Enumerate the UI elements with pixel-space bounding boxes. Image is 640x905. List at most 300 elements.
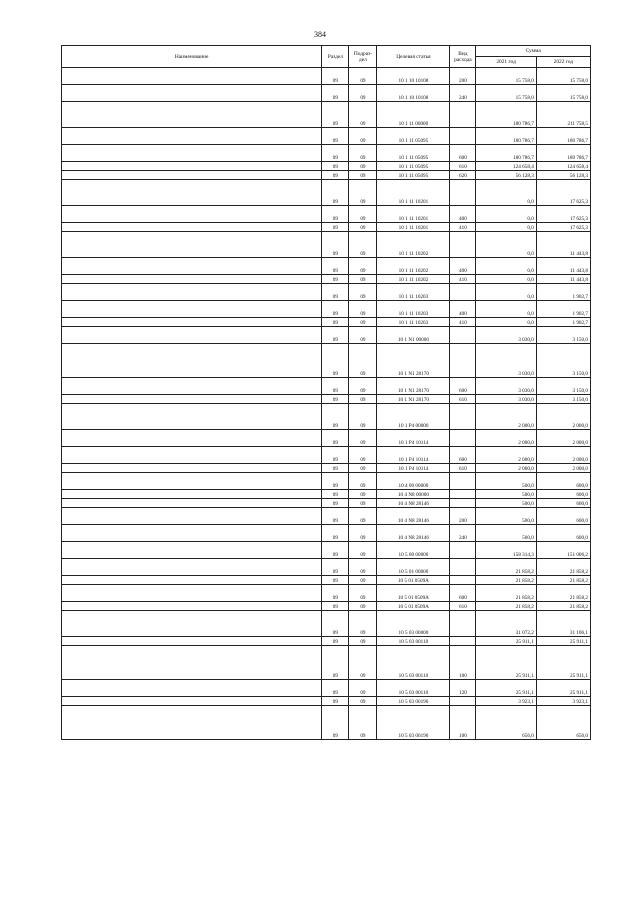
cell-name (62, 430, 322, 447)
table-row (62, 284, 591, 301)
cell-y1: 2 000,0 (476, 430, 536, 447)
table-row (62, 85, 591, 102)
cell-sub: 09 (349, 102, 377, 128)
cell-y2: 2 000,0 (536, 447, 590, 464)
table-row (62, 395, 591, 404)
cell-sec: 09 (322, 258, 349, 275)
cell-y1: 500,0 (476, 473, 536, 490)
table-row (62, 508, 591, 525)
cell-sec: 09 (322, 473, 349, 490)
table-row (62, 611, 591, 637)
header-expense-kind: Вид расхода (450, 46, 476, 68)
cell-sec: 09 (322, 585, 349, 602)
cell-code: 10 1 N1 28170 (377, 395, 450, 404)
table-row (62, 68, 591, 85)
cell-code: 10 5 01 0509A (377, 585, 450, 602)
cell-code: 10 1 11 10203 (377, 284, 450, 301)
cell-kind: 610 (450, 395, 476, 404)
cell-y1: 180 786,7 (476, 128, 536, 145)
cell-sub: 09 (349, 490, 377, 499)
cell-y1: 3 030,0 (476, 327, 536, 344)
cell-sub: 09 (349, 275, 377, 284)
cell-sec: 09 (322, 145, 349, 162)
cell-kind: 410 (450, 318, 476, 327)
cell-name (62, 646, 322, 680)
cell-code: 10 1 10 10108 (377, 85, 450, 102)
cell-kind: 410 (450, 223, 476, 232)
cell-name (62, 206, 322, 223)
cell-y2: 124 658,4 (536, 162, 590, 171)
cell-kind (450, 637, 476, 646)
table-row (62, 128, 591, 145)
cell-code: 10 1 11 10203 (377, 318, 450, 327)
cell-sec: 09 (322, 611, 349, 637)
table-row (62, 697, 591, 706)
cell-code: 10 4 00 00000 (377, 473, 450, 490)
table-row (62, 258, 591, 275)
table-row (62, 145, 591, 162)
cell-code: 10 1 N1 28170 (377, 344, 450, 378)
header-target-code: Целевая статья (377, 46, 450, 68)
cell-y2: 17 625,3 (536, 223, 590, 232)
cell-kind: 240 (450, 85, 476, 102)
table-row (62, 378, 591, 395)
cell-y2: 21 858,2 (536, 602, 590, 611)
table-row (62, 637, 591, 646)
cell-sec: 09 (322, 206, 349, 223)
cell-code: 10 4 N8 00000 (377, 490, 450, 499)
table-row (62, 559, 591, 576)
cell-y1: 124 658,4 (476, 162, 536, 171)
cell-sec: 09 (322, 706, 349, 740)
cell-y1: 56 128,3 (476, 171, 536, 180)
cell-y1: 0,0 (476, 284, 536, 301)
cell-name (62, 559, 322, 576)
cell-kind (450, 576, 476, 585)
cell-name (62, 145, 322, 162)
cell-kind: 600 (450, 585, 476, 602)
cell-sub: 09 (349, 404, 377, 430)
cell-sec: 09 (322, 525, 349, 542)
cell-sub: 09 (349, 706, 377, 740)
cell-y1: 180 786,7 (476, 145, 536, 162)
cell-name (62, 180, 322, 206)
cell-sec: 09 (322, 318, 349, 327)
table-row (62, 499, 591, 508)
cell-y2: 15 758,0 (536, 68, 590, 85)
cell-sec: 09 (322, 232, 349, 258)
cell-name (62, 171, 322, 180)
cell-code: 10 4 N8 28146 (377, 499, 450, 508)
cell-name (62, 85, 322, 102)
cell-kind (450, 430, 476, 447)
cell-sec: 09 (322, 128, 349, 145)
cell-y2: 31 106,1 (536, 611, 590, 637)
cell-y1: 0,0 (476, 301, 536, 318)
cell-kind: 200 (450, 508, 476, 525)
cell-sec: 09 (322, 430, 349, 447)
cell-y1: 31 072,2 (476, 611, 536, 637)
cell-sec: 09 (322, 697, 349, 706)
cell-sub: 09 (349, 680, 377, 697)
cell-sub: 09 (349, 602, 377, 611)
cell-y1: 15 758,0 (476, 68, 536, 85)
cell-y1: 3 030,0 (476, 395, 536, 404)
cell-sub: 09 (349, 180, 377, 206)
cell-kind: 240 (450, 525, 476, 542)
cell-name (62, 637, 322, 646)
cell-sub: 09 (349, 128, 377, 145)
cell-name (62, 473, 322, 490)
cell-sec: 09 (322, 576, 349, 585)
cell-code: 10 5 03 00110 (377, 680, 450, 697)
cell-y1: 656,0 (476, 706, 536, 740)
cell-kind: 400 (450, 258, 476, 275)
budget-table (61, 45, 591, 740)
cell-y1: 2 000,0 (476, 404, 536, 430)
cell-code: 10 1 11 10201 (377, 206, 450, 223)
cell-code: 10 1 P4 10114 (377, 447, 450, 464)
cell-y1: 2 000,0 (476, 464, 536, 473)
cell-y1: 158 314,3 (476, 542, 536, 559)
cell-name (62, 258, 322, 275)
cell-sec: 09 (322, 284, 349, 301)
cell-sub: 09 (349, 525, 377, 542)
cell-name (62, 284, 322, 301)
cell-sub: 09 (349, 232, 377, 258)
cell-y2: 1 902,7 (536, 284, 590, 301)
cell-name (62, 223, 322, 232)
cell-code: 10 1 11 10202 (377, 258, 450, 275)
cell-code: 10 5 03 00110 (377, 646, 450, 680)
cell-sec: 09 (322, 171, 349, 180)
cell-code: 10 1 N1 00000 (377, 327, 450, 344)
table-row (62, 223, 591, 232)
header-year-2022: 2022 год (536, 57, 590, 68)
cell-sub: 09 (349, 171, 377, 180)
cell-y1: 25 911,1 (476, 680, 536, 697)
cell-kind (450, 697, 476, 706)
table-row (62, 473, 591, 490)
cell-sub: 09 (349, 68, 377, 85)
cell-y2: 25 911,1 (536, 680, 590, 697)
cell-sub: 09 (349, 344, 377, 378)
cell-code: 10 1 10 10108 (377, 68, 450, 85)
cell-y2: 17 625,3 (536, 206, 590, 223)
cell-code: 10 1 P4 10114 (377, 464, 450, 473)
cell-y1: 0,0 (476, 223, 536, 232)
table-row (62, 430, 591, 447)
cell-sub: 09 (349, 85, 377, 102)
cell-y1: 180 786,7 (476, 102, 536, 128)
cell-name (62, 378, 322, 395)
cell-name (62, 232, 322, 258)
cell-sec: 09 (322, 180, 349, 206)
table-row (62, 327, 591, 344)
cell-sub: 09 (349, 430, 377, 447)
cell-kind (450, 473, 476, 490)
cell-sec: 09 (322, 404, 349, 430)
cell-kind (450, 490, 476, 499)
cell-name (62, 464, 322, 473)
cell-name (62, 327, 322, 344)
cell-sec: 09 (322, 68, 349, 85)
cell-code: 10 1 N1 28170 (377, 378, 450, 395)
cell-kind: 620 (450, 171, 476, 180)
cell-sub: 09 (349, 378, 377, 395)
cell-kind (450, 559, 476, 576)
cell-code: 10 1 11 05095 (377, 128, 450, 145)
cell-y2: 2 000,0 (536, 404, 590, 430)
cell-code: 10 1 11 05095 (377, 171, 450, 180)
cell-sub: 09 (349, 646, 377, 680)
cell-sub: 09 (349, 542, 377, 559)
table-row (62, 585, 591, 602)
cell-kind (450, 404, 476, 430)
cell-kind: 400 (450, 301, 476, 318)
cell-name (62, 706, 322, 740)
table-row (62, 447, 591, 464)
cell-code: 10 1 P4 10114 (377, 430, 450, 447)
cell-sec: 09 (322, 275, 349, 284)
cell-code: 10 1 11 05095 (377, 162, 450, 171)
cell-y1: 0,0 (476, 206, 536, 223)
cell-sec: 09 (322, 223, 349, 232)
table-row (62, 301, 591, 318)
cell-y2: 17 625,3 (536, 180, 590, 206)
cell-sec: 09 (322, 395, 349, 404)
cell-sec: 09 (322, 490, 349, 499)
cell-sec: 09 (322, 680, 349, 697)
cell-sec: 09 (322, 559, 349, 576)
cell-sec: 09 (322, 162, 349, 171)
table-row (62, 464, 591, 473)
cell-code: 10 1 11 10201 (377, 180, 450, 206)
cell-y1: 2 000,0 (476, 447, 536, 464)
cell-kind: 600 (450, 447, 476, 464)
cell-y1: 0,0 (476, 180, 536, 206)
cell-name (62, 602, 322, 611)
table-row (62, 404, 591, 430)
cell-name (62, 490, 322, 499)
cell-y1: 500,0 (476, 499, 536, 508)
cell-sub: 09 (349, 301, 377, 318)
cell-sec: 09 (322, 464, 349, 473)
cell-sec: 09 (322, 327, 349, 344)
cell-y1: 21 858,2 (476, 559, 536, 576)
cell-y2: 11 443,8 (536, 258, 590, 275)
table-row (62, 162, 591, 171)
cell-code: 10 4 N8 28146 (377, 525, 450, 542)
cell-name (62, 301, 322, 318)
cell-y2: 3 923,1 (536, 697, 590, 706)
page-number: 384 (314, 30, 326, 39)
cell-code: 10 4 N8 28146 (377, 508, 450, 525)
cell-sec: 09 (322, 344, 349, 378)
cell-name (62, 128, 322, 145)
cell-y1: 3 030,0 (476, 378, 536, 395)
cell-code: 10 1 11 10201 (377, 223, 450, 232)
cell-code: 10 1 11 10202 (377, 275, 450, 284)
cell-code: 10 5 03 00110 (377, 637, 450, 646)
cell-kind: 610 (450, 602, 476, 611)
table-row (62, 602, 591, 611)
cell-y1: 21 858,2 (476, 602, 536, 611)
cell-sub: 09 (349, 499, 377, 508)
cell-code: 10 1 11 10203 (377, 301, 450, 318)
cell-y2: 3 150,0 (536, 395, 590, 404)
cell-sub: 09 (349, 145, 377, 162)
table-row (62, 206, 591, 223)
cell-name (62, 585, 322, 602)
cell-sub: 09 (349, 576, 377, 585)
cell-y2: 600,0 (536, 490, 590, 499)
cell-y2: 1 902,7 (536, 318, 590, 327)
table-row (62, 232, 591, 258)
cell-name (62, 318, 322, 327)
cell-sec: 09 (322, 646, 349, 680)
table-row (62, 344, 591, 378)
cell-name (62, 68, 322, 85)
cell-sub: 09 (349, 508, 377, 525)
cell-kind (450, 499, 476, 508)
cell-name (62, 680, 322, 697)
cell-sub: 09 (349, 697, 377, 706)
header-name: Наименование (62, 46, 322, 68)
cell-kind: 600 (450, 145, 476, 162)
cell-name (62, 525, 322, 542)
cell-y2: 180 786,7 (536, 145, 590, 162)
cell-sub: 09 (349, 223, 377, 232)
table-row (62, 525, 591, 542)
cell-y2: 21 858,2 (536, 576, 590, 585)
cell-name (62, 447, 322, 464)
cell-y2: 21 858,2 (536, 559, 590, 576)
cell-y2: 25 911,1 (536, 637, 590, 646)
cell-code: 10 5 01 0509A (377, 602, 450, 611)
cell-sub: 09 (349, 464, 377, 473)
cell-name (62, 162, 322, 171)
cell-kind (450, 232, 476, 258)
cell-y2: 600,0 (536, 525, 590, 542)
cell-sub: 09 (349, 162, 377, 171)
table-body (62, 68, 591, 740)
cell-sec: 09 (322, 85, 349, 102)
header-section: Раздел (322, 46, 349, 68)
table-row (62, 646, 591, 680)
cell-name (62, 102, 322, 128)
cell-y2: 56 128,3 (536, 171, 590, 180)
cell-code: 10 1 P4 00000 (377, 404, 450, 430)
cell-kind (450, 180, 476, 206)
cell-y1: 500,0 (476, 490, 536, 499)
cell-y1: 0,0 (476, 275, 536, 284)
header-subsection: Подраз-дел (349, 46, 377, 68)
cell-sub: 09 (349, 206, 377, 223)
table-row (62, 171, 591, 180)
cell-code: 10 1 11 00000 (377, 102, 450, 128)
cell-sec: 09 (322, 637, 349, 646)
cell-name (62, 576, 322, 585)
cell-sub: 09 (349, 284, 377, 301)
cell-kind: 120 (450, 680, 476, 697)
cell-kind: 100 (450, 706, 476, 740)
cell-kind: 100 (450, 646, 476, 680)
cell-name (62, 508, 322, 525)
cell-y2: 600,0 (536, 508, 590, 525)
cell-y2: 211 758,5 (536, 102, 590, 128)
cell-sub: 09 (349, 258, 377, 275)
header-year-2021: 2021 год (476, 57, 536, 68)
cell-sub: 09 (349, 327, 377, 344)
cell-name (62, 499, 322, 508)
cell-kind: 200 (450, 68, 476, 85)
cell-y1: 21 858,2 (476, 585, 536, 602)
cell-sec: 09 (322, 508, 349, 525)
cell-y1: 500,0 (476, 508, 536, 525)
table-row (62, 275, 591, 284)
cell-name (62, 542, 322, 559)
table-row (62, 180, 591, 206)
cell-y1: 3 030,0 (476, 344, 536, 378)
cell-y1: 3 923,1 (476, 697, 536, 706)
cell-sec: 09 (322, 447, 349, 464)
cell-sub: 09 (349, 637, 377, 646)
cell-kind: 410 (450, 275, 476, 284)
cell-y2: 2 000,0 (536, 430, 590, 447)
cell-sub: 09 (349, 473, 377, 490)
table-row (62, 542, 591, 559)
cell-y1: 500,0 (476, 525, 536, 542)
cell-y2: 3 150,0 (536, 327, 590, 344)
cell-sec: 09 (322, 102, 349, 128)
cell-code: 10 5 03 00190 (377, 706, 450, 740)
cell-sub: 09 (349, 559, 377, 576)
cell-y1: 25 911,1 (476, 646, 536, 680)
cell-sec: 09 (322, 499, 349, 508)
cell-code: 10 1 11 05095 (377, 145, 450, 162)
cell-sub: 09 (349, 585, 377, 602)
cell-code: 10 5 03 00000 (377, 611, 450, 637)
cell-sub: 09 (349, 611, 377, 637)
cell-y1: 0,0 (476, 258, 536, 275)
cell-kind (450, 284, 476, 301)
cell-y2: 656,0 (536, 706, 590, 740)
cell-name (62, 275, 322, 284)
cell-kind (450, 542, 476, 559)
cell-name (62, 344, 322, 378)
cell-sec: 09 (322, 378, 349, 395)
cell-name (62, 697, 322, 706)
cell-y2: 3 150,0 (536, 378, 590, 395)
cell-code: 10 5 00 00000 (377, 542, 450, 559)
cell-y1: 15 758,0 (476, 85, 536, 102)
cell-sec: 09 (322, 301, 349, 318)
cell-kind (450, 327, 476, 344)
cell-y2: 25 911,1 (536, 646, 590, 680)
cell-sub: 09 (349, 447, 377, 464)
cell-y2: 21 858,2 (536, 585, 590, 602)
cell-y2: 15 758,0 (536, 85, 590, 102)
table-row (62, 706, 591, 740)
header-sum: Сумма (476, 46, 591, 57)
cell-kind (450, 128, 476, 145)
cell-code: 10 5 03 00190 (377, 697, 450, 706)
cell-kind: 610 (450, 464, 476, 473)
cell-y2: 1 902,7 (536, 301, 590, 318)
cell-y2: 600,0 (536, 499, 590, 508)
cell-y2: 11 443,8 (536, 275, 590, 284)
